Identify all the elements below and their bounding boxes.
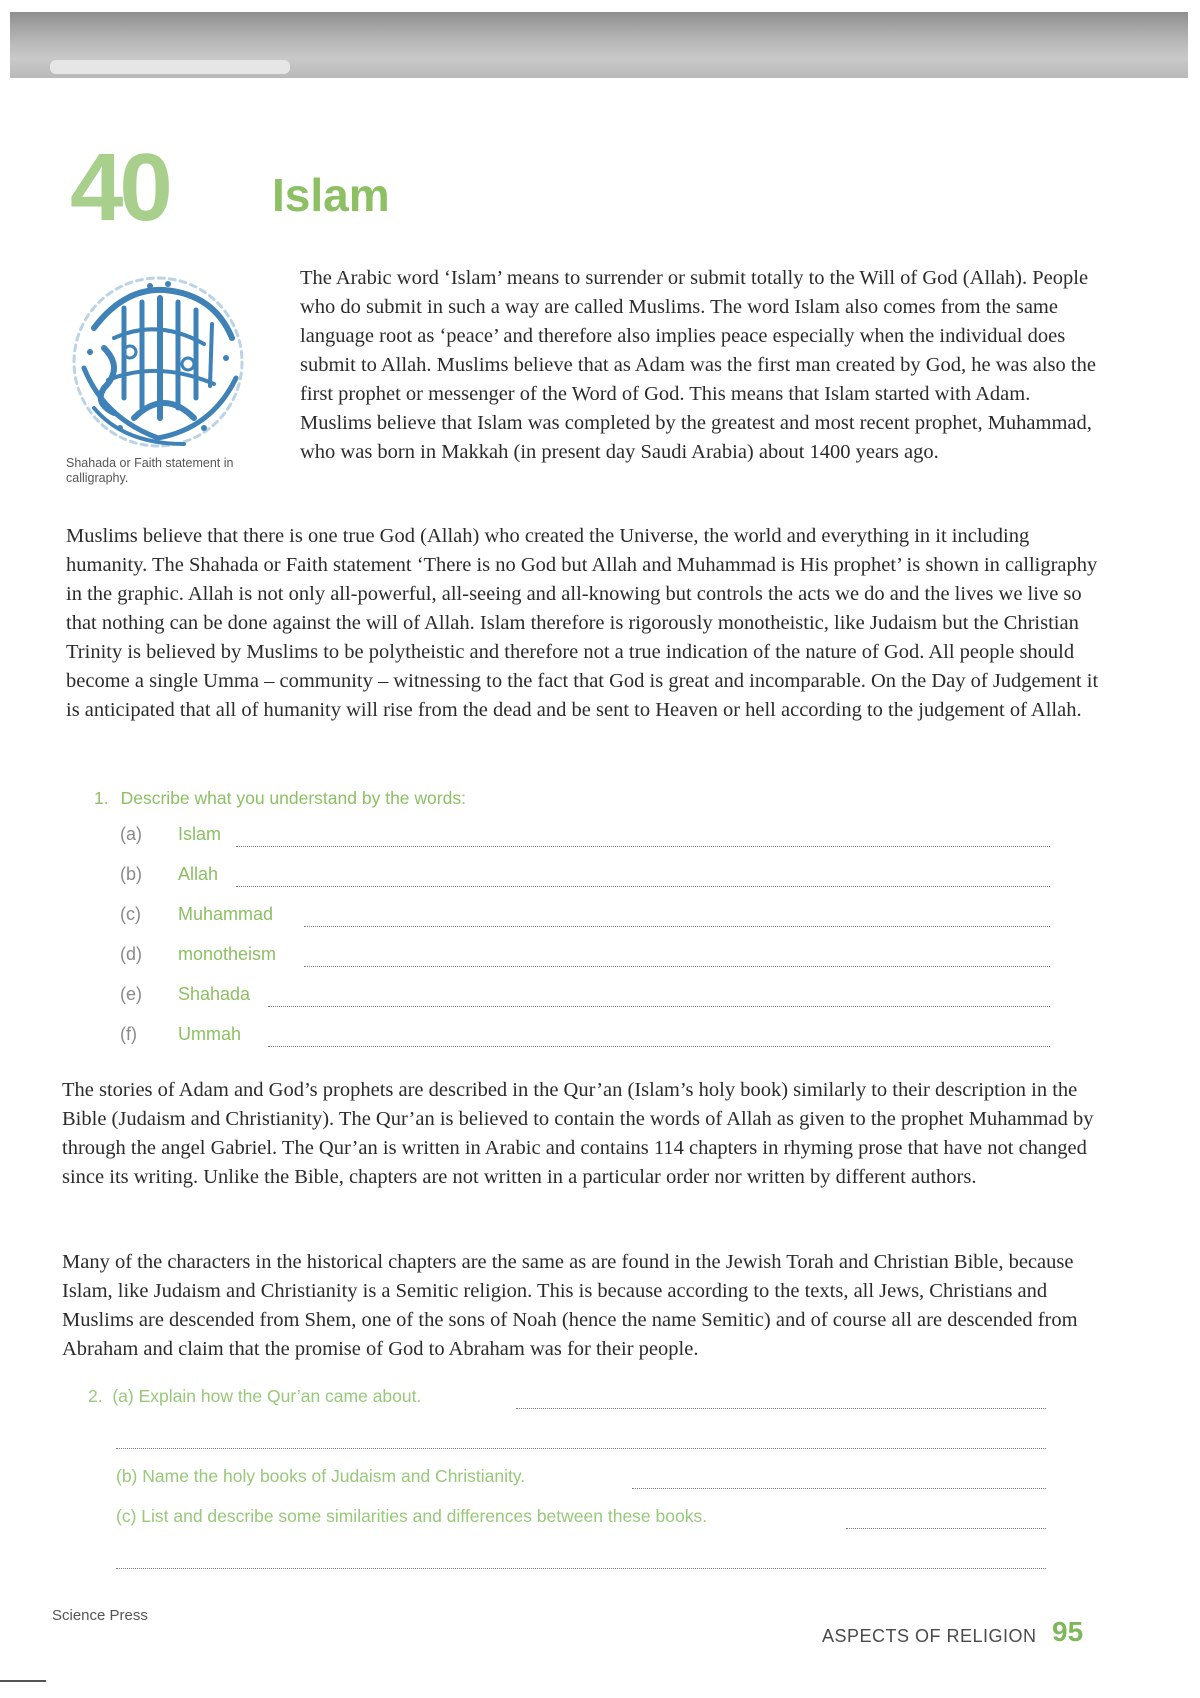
term-letter: (a)	[120, 824, 142, 844]
figure-caption: Shahada or Faith statement in calligraphy.	[66, 456, 234, 485]
answer-line-2c[interactable]	[846, 1528, 1046, 1529]
term-row-muhammad	[120, 904, 1050, 934]
chapter-number: 40	[70, 134, 169, 241]
question-2b: (b) Name the holy books of Judaism and Christianity.	[116, 1466, 526, 1486]
term-letter: (d)	[120, 944, 142, 964]
term-letter: (f)	[120, 1024, 137, 1044]
answer-line-2c-extra[interactable]	[116, 1568, 1046, 1569]
page-number: 95	[1052, 1616, 1084, 1647]
term-label: Shahada	[178, 984, 251, 1004]
chapter-title: Islam	[272, 169, 390, 221]
question-2a-text: (a) Explain how the Qur’an came about.	[112, 1386, 422, 1406]
semitic-paragraph: Many of the characters in the historical chapters are the same as are found in the Jewish Torah and Christian Bible, because Islam, like Judaism and Christianity is a Semitic religion. This is because according to the texts, all Jews, Christians and Muslims are descended from Shem, one of the sons of Noah (hence the name Semitic) and of course all are descended from Abraham and claim that the promise of God to Abraham was for their people.	[62, 1251, 1078, 1360]
answer-line-islam[interactable]	[236, 846, 1050, 847]
intro-paragraph: The Arabic word ‘Islam’ means to surrender or submit totally to the Will of God (Allah). People who do submit in such a way are called Muslims. The word Islam also comes from the same language root as ‘peace’ and therefore also implies peace especially when the individual does submit to Allah. Muslims believe that as Adam was the first man created by God, he was also the first prophet or messenger of the Word of God. This means that Islam started with Adam. Muslims believe that Islam was completed by the greatest and most recent prophet, Muhammad, who was born in Makkah (in present day Saudi Arabia) about 1400 years ago.	[300, 267, 1096, 463]
term-label: Muhammad	[178, 904, 274, 924]
term-row-ummah	[120, 1024, 1050, 1054]
term-label: Ummah	[178, 1024, 242, 1044]
scan-corner-mark	[0, 1680, 46, 1682]
section-name: ASPECTS OF RELIGION	[822, 1626, 1037, 1646]
question-2a	[88, 1386, 421, 1407]
answer-line-muhammad[interactable]	[304, 926, 1050, 927]
quran-paragraph: The stories of Adam and God’s prophets are described in the Qur’an (Islam’s holy book) similarly to their description in the Bible (Judaism and Christianity). The Qur’an is believed to contain the words of Allah as given to the prophet Muhammad by through the angel Gabriel. The Qur’an is written in Arabic and contains 114 chapters in rhyming prose that have not changed since its writing. Unlike the Bible, chapters are not written in a particular order nor written by different authors.	[62, 1079, 1094, 1188]
term-label: Islam	[178, 824, 222, 844]
answer-line-2b[interactable]	[632, 1488, 1046, 1489]
answer-line-ummah[interactable]	[268, 1046, 1050, 1047]
answer-line-2a[interactable]	[516, 1408, 1046, 1409]
term-label: monotheism	[178, 944, 277, 964]
answer-line-monotheism[interactable]	[304, 966, 1050, 967]
term-letter: (b)	[120, 864, 142, 884]
answer-line-2a-extra[interactable]	[116, 1448, 1046, 1449]
question-1-prompt	[94, 788, 466, 809]
publisher-name: Science Press	[52, 1607, 148, 1624]
term-row-allah	[120, 864, 1050, 894]
term-row-shahada	[120, 984, 1050, 1014]
answer-line-shahada[interactable]	[268, 1006, 1050, 1007]
term-letter: (e)	[120, 984, 142, 1004]
question-1-number: 1.	[94, 788, 109, 808]
beliefs-paragraph: Muslims believe that there is one true God (Allah) who created the Universe, the world and everything in it including humanity. The Shahada or Faith statement ‘There is no God but Allah and Muhammad is His prophet’ is shown in calligraphy in the graphic. Allah is not only all-powerful, all-seeing and all-knowing but controls the acts we do and the lives we live so that nothing can be done against the will of Allah. Islam therefore is rigorously monotheistic, like Judaism but the Christian Trinity is believed by Muslims to be polytheistic and therefore not a true indication of the nature of God. All people should become a single Umma – community – witnessing to the fact that God is great and incomparable. On the Day of Judgement it is anticipated that all of humanity will rise from the dead and be sent to Heaven or hell according to the judgement of Allah.	[66, 525, 1099, 721]
question-1-text: Describe what you understand by the words:	[120, 788, 466, 808]
term-letter: (c)	[120, 904, 141, 924]
question-2-number: 2.	[88, 1386, 103, 1406]
term-label: Allah	[178, 864, 219, 884]
term-row-monotheism	[120, 944, 1050, 974]
question-2c: (c) List and describe some similarities and differences between these books.	[116, 1506, 708, 1526]
term-row-islam	[120, 824, 1050, 854]
shahada-calligraphy-image	[64, 268, 252, 456]
scan-edge-strip	[50, 60, 290, 74]
answer-line-allah[interactable]	[236, 886, 1050, 887]
scan-edge-shadow	[10, 12, 1188, 78]
